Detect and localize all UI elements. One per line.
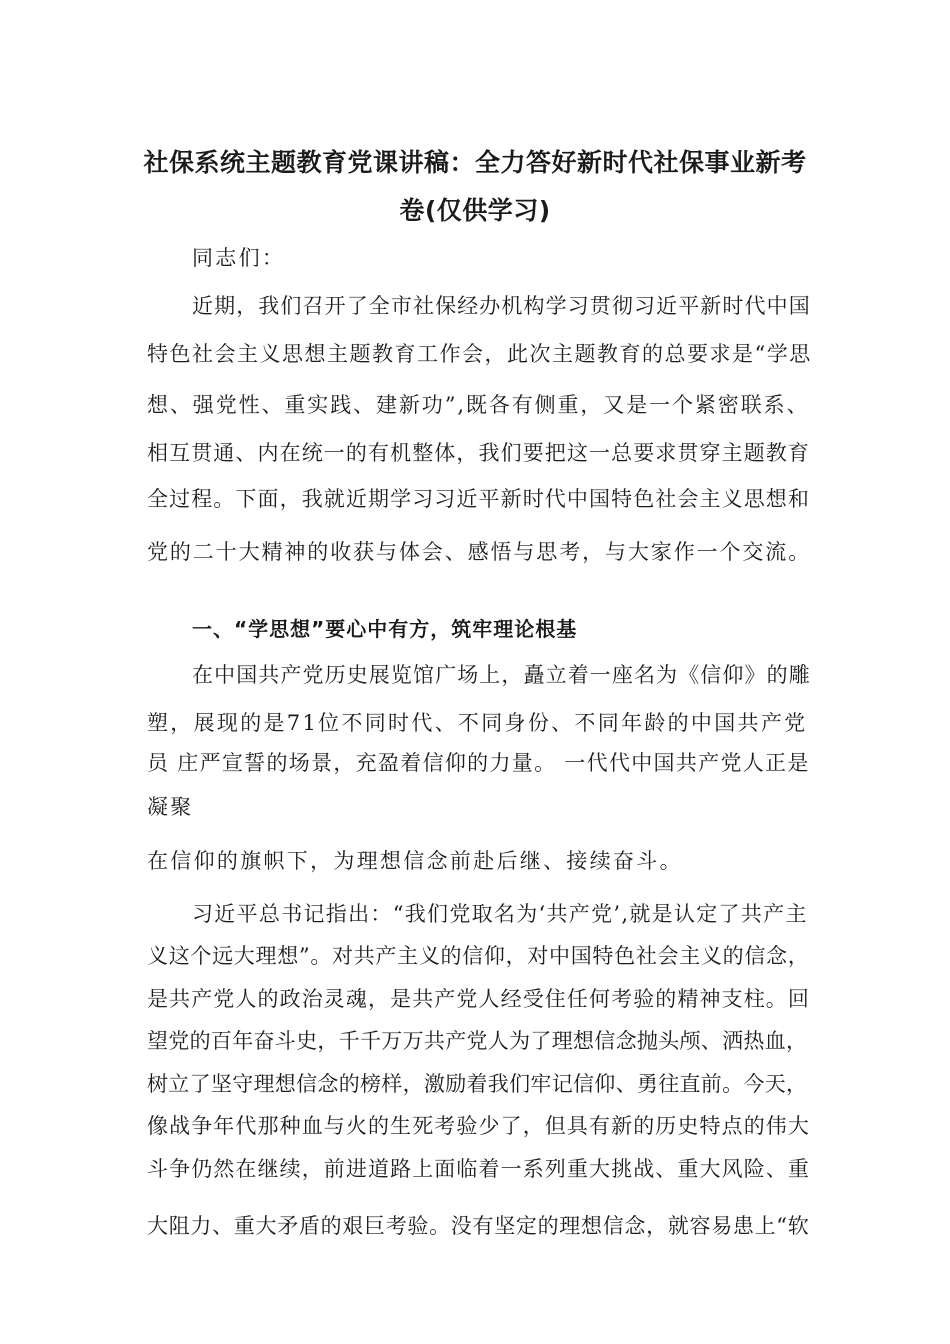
paragraph-line: 塑，展现的是71位不同时代、不同身份、不同年龄的中国共产党 xyxy=(147,711,808,735)
paragraph-line: 义这个远大理想”。对共产主义的信仰，对中国特色社会主义的信念， xyxy=(147,944,810,968)
paragraph-line: 在信仰的旗帜下，为理想信念前赴后继、接续奋斗。 xyxy=(147,849,683,873)
intro-line: 想、强党性、重实践、建新功”,既各有侧重，又是一个紧密联系、 xyxy=(147,393,810,417)
paragraph-line: 员 庄严宣誓的场景，充盈着信仰的力量。 一代代中国共产党人正是 xyxy=(147,751,810,775)
paragraph-line: 斗争仍然在继续，前进道路上面临着一系列重大挑战、重大风险、重 xyxy=(147,1157,810,1181)
paragraph-line: 望党的百年奋斗史，千千万万共产党人为了理想信念抛头颅、洒热血， xyxy=(147,1029,808,1053)
paragraph-line: 习近平总书记指出：“我们党取名为‘共产党’,就是认定了共产主 xyxy=(192,902,808,926)
paragraph-line: 大阻力、重大矛盾的艰巨考验。没有坚定的理想信念，就容易患上“软 xyxy=(147,1214,810,1238)
paragraph-line: 像战争年代那种血与火的生死考验少了，但具有新的历史特点的伟大 xyxy=(147,1114,810,1138)
intro-line: 党的二十大精神的收获与体会、感悟与思考，与大家作一个交流。 xyxy=(147,540,812,564)
greeting: 同志们： xyxy=(192,246,286,270)
paragraph-line: 是共产党人的政治灵魂，是共产党人经受住任何考验的精神支柱。回 xyxy=(147,987,810,1011)
intro-line: 近期，我们召开了全市社保经办机构学习贯彻习近平新时代中国 xyxy=(192,294,811,318)
paragraph-line: 凝聚 xyxy=(147,795,194,819)
document-title-line-1: 社保系统主题教育党课讲稿：全力答好新时代社保事业新考 xyxy=(143,148,807,177)
paragraph-line: 树立了坚守理想信念的榜样，激励着我们牢记信仰、勇往直前。今天， xyxy=(147,1072,808,1096)
document-title-line-2: 卷(仅供学习) xyxy=(399,196,551,225)
intro-line: 特色社会主义思想主题教育工作会，此次主题教育的总要求是“学思 xyxy=(147,342,812,366)
intro-line: 相互贯通、内在统一的有机整体，我们要把这一总要求贯穿主题教育 xyxy=(147,441,810,465)
paragraph-line: 在中国共产党历史展览馆广场上，矗立着一座名为《信仰》的雕 xyxy=(192,663,811,687)
intro-line: 全过程。下面，我就近期学习习近平新时代中国特色社会主义思想和 xyxy=(147,487,810,511)
section-heading: 一、“学思想”要心中有方，筑牢理论根基 xyxy=(192,617,578,641)
